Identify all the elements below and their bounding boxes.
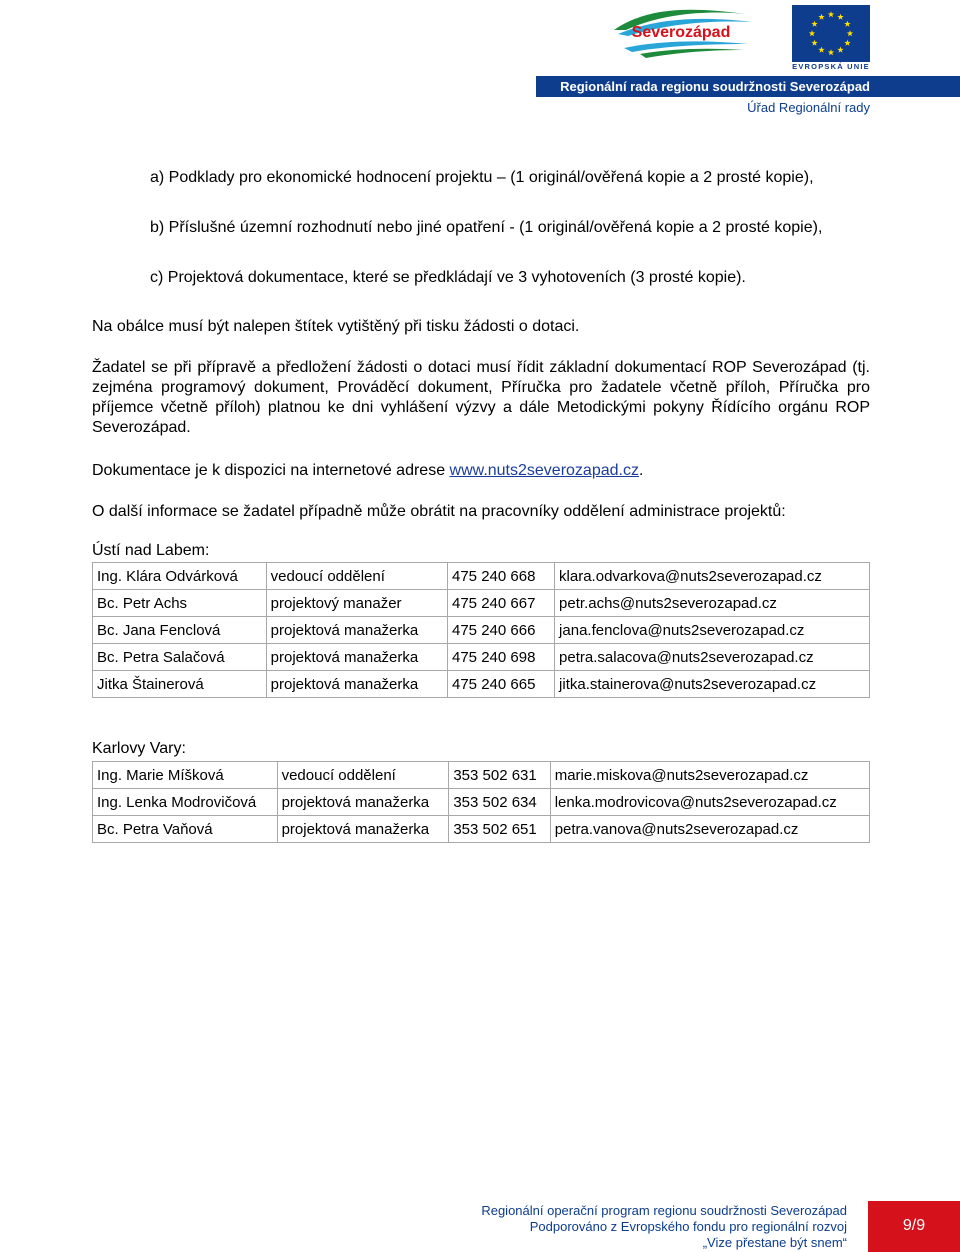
contacts-table-usti [92,562,870,698]
contact-email: lenka.modrovicova@nuts2severozapad.cz [550,789,869,816]
contact-phone: 475 240 666 [448,617,555,644]
docs-prefix: Dokumentace je k dispozici na internetové adrese [92,462,450,479]
table-row [93,563,870,590]
logo-text: Severozápad [631,24,731,41]
contact-role: projektová manažerka [277,816,449,843]
contact-role: projektová manažerka [266,617,447,644]
contact-role: projektová manažerka [266,644,447,671]
eu-flag-icon [792,5,870,62]
page-number-box [868,1201,960,1252]
contact-name: Ing. Marie Míšková [93,762,278,789]
table-row [93,617,870,644]
severozapad-logo [606,4,756,62]
table-row [93,762,870,789]
eu-label: EVROPSKÁ UNIE [792,62,870,71]
contact-phone: 353 502 651 [449,816,550,843]
contact-email: klara.odvarkova@nuts2severozapad.cz [555,563,870,590]
table-row [93,816,870,843]
page-number: 9/9 [902,1217,926,1234]
contact-role: projektový manažer [266,590,447,617]
list-item-c: c) Projektová dokumentace, které se předkládají ve 3 vyhotoveních (3 prosté kopie). [150,269,746,286]
contact-email: petra.vanova@nuts2severozapad.cz [550,816,869,843]
contact-email: jitka.stainerova@nuts2severozapad.cz [555,671,870,698]
contact-role: vedoucí oddělení [277,762,449,789]
label-note: Na obálce musí být nalepen štítek vytištěný při tisku žádosti o dotaci. [92,318,580,335]
contact-email: petr.achs@nuts2severozapad.cz [555,590,870,617]
table-row [93,644,870,671]
table-row [93,671,870,698]
contact-email: jana.fenclova@nuts2severozapad.cz [555,617,870,644]
contact-phone: 475 240 667 [448,590,555,617]
contact-email: petra.salacova@nuts2severozapad.cz [555,644,870,671]
contact-intro: O další informace se žadatel případně může obrátit na pracovníky oddělení administrace projektů: [92,503,786,520]
contact-name: Bc. Petr Achs [93,590,267,617]
contact-role: projektová manažerka [277,789,449,816]
contact-role: vedoucí oddělení [266,563,447,590]
list-item-a: a) Podklady pro ekonomické hodnocení projektu – (1 originál/ověřená kopie a 2 prosté kopie), [150,169,814,186]
contact-phone: 353 502 631 [449,762,550,789]
council-name: Regionální rada regionu soudržnosti Severozápad [560,79,870,94]
contact-name: Bc. Petra Vaňová [93,816,278,843]
contact-name: Bc. Petra Salačová [93,644,267,671]
docs-suffix: . [638,462,644,479]
contacts-table-karlovy-vary [92,761,870,843]
contact-phone: 475 240 668 [448,563,555,590]
footer-fund: Podporováno z Evropského fondu pro regionální rozvoj [529,1219,847,1234]
list-item-b: b) Příslušné územní rozhodnutí nebo jiné opatření - (1 originál/ověřená kopie a 2 prosté kopie), [150,219,823,236]
contact-phone: 475 240 698 [448,644,555,671]
table-row [93,590,870,617]
contact-name: Jitka Štainerová [93,671,267,698]
applicant-note: Žadatel se při přípravě a předložení žádosti o dotaci musí řídit základní dokumentací ROP Severozápad (tj. zejména programový dokument, Prováděcí dokument, Příručka pro žadatele včetně příloh, Příručka pro příjemce včetně příloh) platnou ke dni vyhlášení výzvy a dále Metodickými pokyny Řídícího orgánu ROP Severozápad. [92,359,870,436]
contact-name: Ing. Lenka Modrovičová [93,789,278,816]
office-name: Úřad Regionální rady [747,100,870,115]
contact-phone: 353 502 634 [449,789,550,816]
docs-link[interactable]: www.nuts2severozapad.cz [449,462,639,479]
docs-paragraph [92,461,870,481]
contact-phone: 475 240 665 [448,671,555,698]
office-heading-usti: Ústí nad Labem: [92,542,210,559]
office-heading-karlovy-vary: Karlovy Vary: [92,740,186,757]
table-row [93,789,870,816]
contact-name: Ing. Klára Odvárková [93,563,267,590]
header-bar [536,76,960,97]
contact-name: Bc. Jana Fenclová [93,617,267,644]
footer-motto: „Vize přestane být snem“ [702,1235,847,1250]
footer-programme: Regionální operační program regionu soudržnosti Severozápad [481,1203,847,1218]
contact-email: marie.miskova@nuts2severozapad.cz [550,762,869,789]
contact-role: projektová manažerka [266,671,447,698]
